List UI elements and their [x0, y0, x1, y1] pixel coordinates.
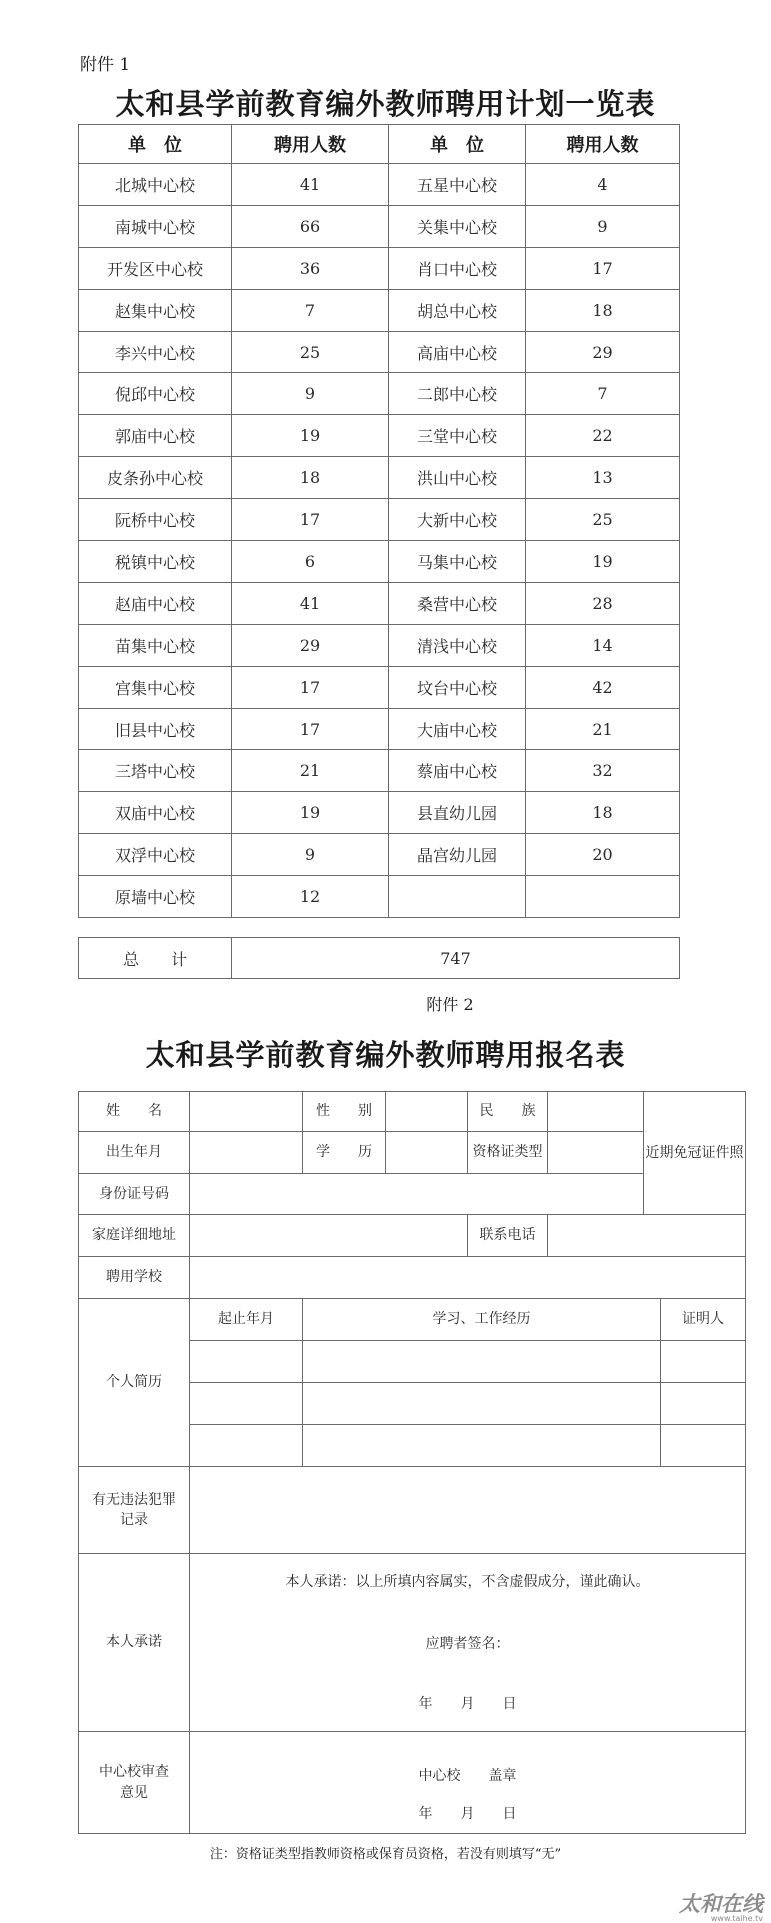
- education-label: 学 历: [303, 1132, 386, 1174]
- address-field[interactable]: [190, 1215, 468, 1257]
- resume-witness-cell[interactable]: [661, 1425, 746, 1467]
- watermark-logo: [679, 1888, 763, 1923]
- hire-count-cell: 25: [526, 499, 680, 541]
- name-field[interactable]: [190, 1092, 303, 1132]
- registration-form-table: [78, 1091, 746, 1834]
- school-name-cell: 阮桥中心校: [79, 499, 232, 541]
- footnote: 注：资格证类型指教师资格或保育员资格，若没有则填写“无”: [209, 1847, 562, 1862]
- table-row: [79, 834, 680, 876]
- hire-count-cell: 18: [526, 289, 680, 331]
- school-name-cell: 双庙中心校: [79, 792, 232, 834]
- hire-count-cell: 19: [526, 541, 680, 583]
- ethnicity-label: 民 族: [468, 1092, 548, 1132]
- school-name-cell: 赵庙中心校: [79, 582, 232, 624]
- school-name-cell: 皮条孙中心校: [79, 457, 232, 499]
- hire-count-cell: 21: [232, 750, 389, 792]
- plan-header-row: [79, 125, 680, 164]
- table-row: [79, 205, 680, 247]
- criminal-record-field[interactable]: [190, 1467, 746, 1554]
- plan-table-title: 太和县学前教育编外教师聘用计划一览表: [115, 87, 656, 121]
- school-name-cell: 晶宫幼儿园: [389, 834, 526, 876]
- school-label: 聘用学校: [79, 1257, 190, 1299]
- education-field[interactable]: [386, 1132, 468, 1174]
- hire-count-cell: 17: [232, 499, 389, 541]
- table-row: [79, 750, 680, 792]
- registration-form-title: 太和县学前教育编外教师聘用报名表: [145, 1038, 626, 1072]
- resume-experience-header: 学习、工作经历: [303, 1299, 661, 1341]
- plan-header-cell: 单 位: [389, 125, 526, 164]
- school-name-cell: 关集中心校: [389, 205, 526, 247]
- hire-count-cell: 42: [526, 666, 680, 708]
- school-name-cell: 开发区中心校: [79, 247, 232, 289]
- school-name-cell: 税镇中心校: [79, 541, 232, 583]
- hire-count-cell: 17: [232, 666, 389, 708]
- table-row: [79, 457, 680, 499]
- total-label: 总 计: [79, 938, 232, 979]
- pledge-text: 本人承诺：以上所填内容属实，不含虚假成分，谨此确认。: [285, 1574, 650, 1590]
- hire-count-cell: 41: [232, 582, 389, 624]
- resume-experience-cell[interactable]: [303, 1425, 661, 1467]
- school-name-cell: 桑营中心校: [389, 582, 526, 624]
- resume-period-cell[interactable]: [190, 1425, 303, 1467]
- hire-count-cell: 4: [526, 164, 680, 206]
- school-name-cell: 清浅中心校: [389, 624, 526, 666]
- resume-witness-header: 证明人: [661, 1299, 746, 1341]
- hire-count-cell: 18: [232, 457, 389, 499]
- school-name-cell: 原墙中心校: [79, 876, 232, 918]
- address-label: 家庭详细地址: [79, 1215, 190, 1257]
- hire-count-cell: 9: [232, 834, 389, 876]
- resume-witness-cell[interactable]: [661, 1383, 746, 1425]
- resume-experience-cell[interactable]: [303, 1383, 661, 1425]
- pledge-label: 本人承诺: [79, 1554, 190, 1732]
- resume-period-cell[interactable]: [190, 1383, 303, 1425]
- review-label: 中心校审查意见: [79, 1732, 190, 1834]
- birth-label: 出生年月: [79, 1132, 190, 1174]
- school-name-cell: 北城中心校: [79, 164, 232, 206]
- photo-box[interactable]: 近期免冠证件照: [644, 1092, 746, 1215]
- hire-count-cell: [526, 876, 680, 918]
- table-row: [79, 792, 680, 834]
- hire-count-cell: 36: [232, 247, 389, 289]
- school-name-cell: 倪邱中心校: [79, 373, 232, 415]
- plan-header-cell: 单 位: [79, 125, 232, 164]
- hire-count-cell: 13: [526, 457, 680, 499]
- attachment-2-label: 附件 2: [426, 995, 474, 1014]
- school-name-cell: [389, 876, 526, 918]
- hire-count-cell: 17: [232, 708, 389, 750]
- school-name-cell: 三堂中心校: [389, 415, 526, 457]
- pledge-date: 年 月 日: [418, 1696, 517, 1712]
- hire-count-cell: 17: [526, 247, 680, 289]
- hire-count-cell: 25: [232, 331, 389, 373]
- hire-count-cell: 41: [232, 164, 389, 206]
- table-row: [79, 164, 680, 206]
- hire-count-cell: 6: [232, 541, 389, 583]
- pledge-cell[interactable]: [190, 1554, 746, 1732]
- school-field[interactable]: [190, 1257, 746, 1299]
- hire-count-cell: 19: [232, 792, 389, 834]
- table-row: [79, 331, 680, 373]
- table-row: [79, 582, 680, 624]
- table-row: [79, 499, 680, 541]
- school-name-cell: 赵集中心校: [79, 289, 232, 331]
- signature-label: 应聘者签名：: [425, 1636, 510, 1652]
- hire-count-cell: 28: [526, 582, 680, 624]
- hire-count-cell: 32: [526, 750, 680, 792]
- cert-type-field[interactable]: [548, 1132, 644, 1174]
- ethnicity-field[interactable]: [548, 1092, 644, 1132]
- school-name-cell: 宫集中心校: [79, 666, 232, 708]
- table-row: [79, 289, 680, 331]
- name-label: 姓 名: [79, 1092, 190, 1132]
- school-name-cell: 马集中心校: [389, 541, 526, 583]
- school-name-cell: 蔡庙中心校: [389, 750, 526, 792]
- hire-count-cell: 29: [232, 624, 389, 666]
- resume-label: 个人简历: [79, 1299, 190, 1467]
- birth-field[interactable]: [190, 1132, 303, 1174]
- hire-count-cell: 21: [526, 708, 680, 750]
- watermark-url: www.taihe.tv: [710, 1914, 763, 1923]
- school-name-cell: 三塔中心校: [79, 750, 232, 792]
- hire-count-cell: 12: [232, 876, 389, 918]
- table-row: [79, 876, 680, 918]
- table-row: [79, 666, 680, 708]
- table-row: [79, 624, 680, 666]
- hiring-plan-table: [78, 124, 680, 918]
- school-name-cell: 大庙中心校: [389, 708, 526, 750]
- total-row: [79, 938, 680, 979]
- review-cell[interactable]: [190, 1732, 746, 1834]
- attachment-1-label: 附件 1: [80, 55, 131, 75]
- review-stamp: 中心校 盖章: [418, 1768, 517, 1784]
- school-name-cell: 肖口中心校: [389, 247, 526, 289]
- school-name-cell: 坟台中心校: [389, 666, 526, 708]
- table-row: [79, 541, 680, 583]
- watermark-text: 太和在线: [679, 1892, 763, 1916]
- gender-label: 性 别: [303, 1092, 386, 1132]
- phone-field[interactable]: [548, 1215, 746, 1257]
- hire-count-cell: 14: [526, 624, 680, 666]
- hire-count-cell: 20: [526, 834, 680, 876]
- total-value: 747: [232, 938, 680, 979]
- school-name-cell: 高庙中心校: [389, 331, 526, 373]
- id-number-label: 身份证号码: [79, 1174, 190, 1215]
- school-name-cell: 五星中心校: [389, 164, 526, 206]
- table-row: [79, 373, 680, 415]
- resume-experience-cell[interactable]: [303, 1341, 661, 1383]
- school-name-cell: 双浮中心校: [79, 834, 232, 876]
- id-number-field[interactable]: [190, 1174, 644, 1215]
- plan-header-cell: 聘用人数: [232, 125, 389, 164]
- table-row: [79, 708, 680, 750]
- hire-count-cell: 18: [526, 792, 680, 834]
- phone-label: 联系电话: [468, 1215, 548, 1257]
- resume-period-cell[interactable]: [190, 1341, 303, 1383]
- school-name-cell: 二郎中心校: [389, 373, 526, 415]
- school-name-cell: 南城中心校: [79, 205, 232, 247]
- school-name-cell: 大新中心校: [389, 499, 526, 541]
- plan-header-cell: 聘用人数: [526, 125, 680, 164]
- school-name-cell: 李兴中心校: [79, 331, 232, 373]
- school-name-cell: 郭庙中心校: [79, 415, 232, 457]
- hire-count-cell: 22: [526, 415, 680, 457]
- school-name-cell: 洪山中心校: [389, 457, 526, 499]
- resume-period-header: 起止年月: [190, 1299, 303, 1341]
- school-name-cell: 县直幼儿园: [389, 792, 526, 834]
- cert-type-label: 资格证类型: [468, 1132, 548, 1174]
- hiring-total-table: [78, 937, 680, 979]
- hire-count-cell: 7: [526, 373, 680, 415]
- review-date: 年 月 日: [418, 1806, 517, 1822]
- school-name-cell: 苗集中心校: [79, 624, 232, 666]
- hire-count-cell: 9: [232, 373, 389, 415]
- hire-count-cell: 19: [232, 415, 389, 457]
- hire-count-cell: 7: [232, 289, 389, 331]
- hire-count-cell: 9: [526, 205, 680, 247]
- hire-count-cell: 66: [232, 205, 389, 247]
- school-name-cell: 旧县中心校: [79, 708, 232, 750]
- school-name-cell: 胡总中心校: [389, 289, 526, 331]
- table-row: [79, 415, 680, 457]
- criminal-record-label: 有无违法犯罪记录: [79, 1467, 190, 1554]
- hire-count-cell: 29: [526, 331, 680, 373]
- table-row: [79, 247, 680, 289]
- resume-witness-cell[interactable]: [661, 1341, 746, 1383]
- gender-field[interactable]: [386, 1092, 468, 1132]
